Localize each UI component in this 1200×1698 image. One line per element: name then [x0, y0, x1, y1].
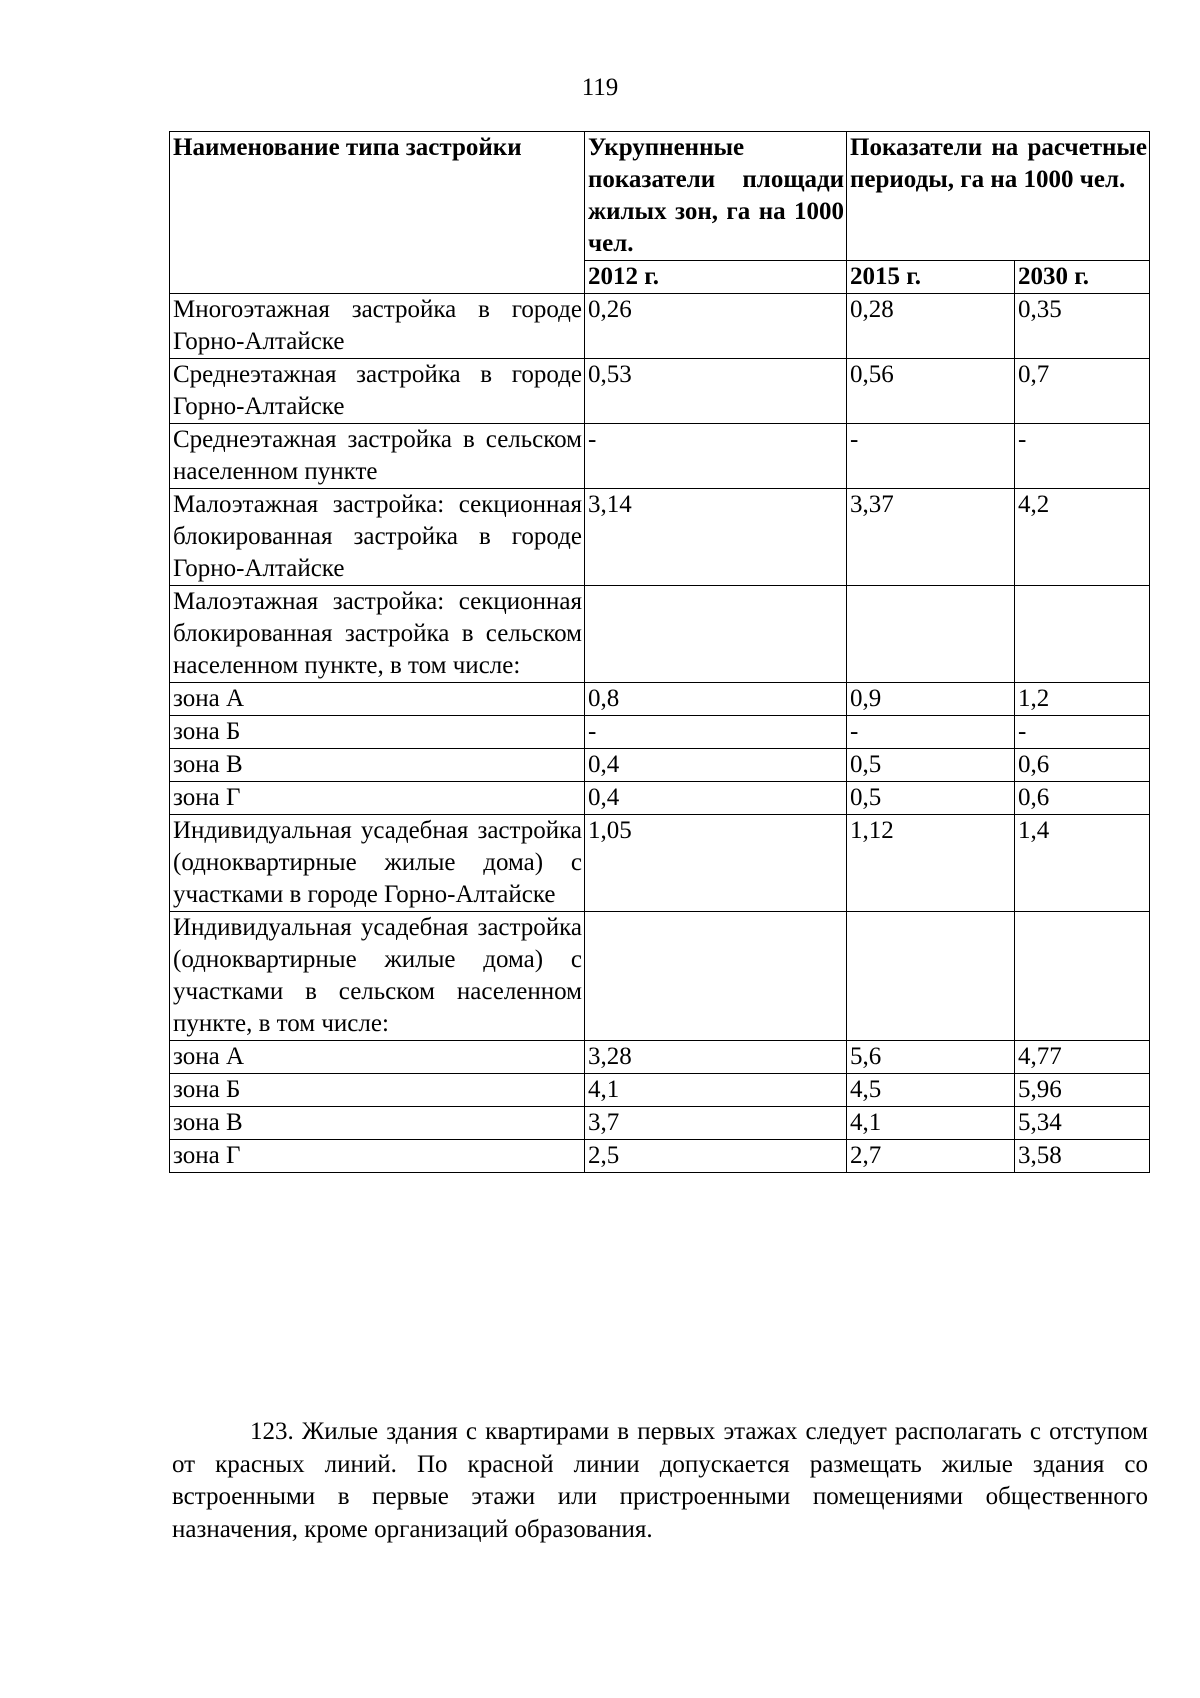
value-2012-cell: 0,8 — [585, 683, 847, 716]
row-name-cell: Многоэтажная застройка в городе Горно-Алтайске — [170, 294, 585, 359]
value-2015-cell: 4,1 — [847, 1107, 1015, 1140]
value-2015-cell — [847, 912, 1015, 1041]
table-row — [170, 586, 1150, 683]
row-name-cell: Индивидуальная усадебная застройка (одноквартирные жилые дома) с участками в городе Горно-Алтайске — [170, 815, 585, 912]
value-2030-cell: 0,6 — [1015, 749, 1150, 782]
value-2015-cell: 0,5 — [847, 782, 1015, 815]
row-name-cell: зона Г — [170, 782, 585, 815]
value-2012-cell: - — [585, 716, 847, 749]
header-building-type: Наименование типа застройки — [170, 132, 585, 294]
row-name-cell: зона В — [170, 1107, 585, 1140]
header-year-2015: 2015 г. — [847, 261, 1015, 294]
table-row — [170, 1107, 1150, 1140]
value-2030-cell: 3,58 — [1015, 1140, 1150, 1173]
row-name-cell: Малоэтажная застройка: секционная блокированная застройка в сельском населенном пункте, в том числе: — [170, 586, 585, 683]
table-row — [170, 359, 1150, 424]
value-2012-cell: 0,4 — [585, 749, 847, 782]
value-2015-cell: 5,6 — [847, 1041, 1015, 1074]
table-row — [170, 424, 1150, 489]
row-name-cell: зона В — [170, 749, 585, 782]
value-2015-cell: 3,37 — [847, 489, 1015, 586]
value-2030-cell: 5,96 — [1015, 1074, 1150, 1107]
value-2015-cell: 4,5 — [847, 1074, 1015, 1107]
value-2015-cell: 1,12 — [847, 815, 1015, 912]
row-name-cell: зона Г — [170, 1140, 585, 1173]
table-row — [170, 683, 1150, 716]
row-name-cell: Среднеэтажная застройка в сельском населенном пункте — [170, 424, 585, 489]
building-density-table — [169, 131, 1150, 1173]
row-name-cell: зона Б — [170, 716, 585, 749]
header-year-2012: 2012 г. — [585, 261, 847, 294]
value-2012-cell — [585, 586, 847, 683]
page-number: 119 — [581, 74, 619, 101]
value-2012-cell — [585, 912, 847, 1041]
table-row — [170, 815, 1150, 912]
value-2030-cell: 5,34 — [1015, 1107, 1150, 1140]
value-2012-cell: 0,53 — [585, 359, 847, 424]
value-2030-cell — [1015, 912, 1150, 1041]
row-name-cell: зона А — [170, 683, 585, 716]
header-period-indicators: Показатели на расчетные периоды, га на 1000 чел. — [847, 132, 1150, 261]
table-row — [170, 1074, 1150, 1107]
value-2030-cell: 1,2 — [1015, 683, 1150, 716]
value-2015-cell: - — [847, 424, 1015, 489]
value-2030-cell — [1015, 586, 1150, 683]
value-2030-cell: 0,6 — [1015, 782, 1150, 815]
table-row — [170, 1041, 1150, 1074]
row-name-cell: Индивидуальная усадебная застройка (одноквартирные жилые дома) с участками в сельском населенном пункте, в том числе: — [170, 912, 585, 1041]
value-2012-cell: 1,05 — [585, 815, 847, 912]
value-2012-cell: 0,26 — [585, 294, 847, 359]
value-2015-cell: 0,5 — [847, 749, 1015, 782]
value-2030-cell: 1,4 — [1015, 815, 1150, 912]
value-2012-cell: 3,7 — [585, 1107, 847, 1140]
value-2030-cell: - — [1015, 424, 1150, 489]
value-2030-cell: 4,2 — [1015, 489, 1150, 586]
table-row — [170, 489, 1150, 586]
value-2012-cell: 3,14 — [585, 489, 847, 586]
value-2030-cell: 0,35 — [1015, 294, 1150, 359]
table-row — [170, 716, 1150, 749]
value-2015-cell: 0,56 — [847, 359, 1015, 424]
table-row — [170, 782, 1150, 815]
value-2012-cell: 2,5 — [585, 1140, 847, 1173]
table-row — [170, 1140, 1150, 1173]
header-year-2030: 2030 г. — [1015, 261, 1150, 294]
table-header-row — [170, 132, 1150, 261]
value-2015-cell: 2,7 — [847, 1140, 1015, 1173]
value-2012-cell: 0,4 — [585, 782, 847, 815]
header-aggregated-indicators: Укрупненные показатели площади жилых зон, га на 1000 чел. — [585, 132, 847, 261]
table-row — [170, 749, 1150, 782]
table-row — [170, 294, 1150, 359]
value-2015-cell: 0,9 — [847, 683, 1015, 716]
table-row — [170, 912, 1150, 1041]
value-2030-cell: - — [1015, 716, 1150, 749]
value-2030-cell: 4,77 — [1015, 1041, 1150, 1074]
value-2012-cell: 4,1 — [585, 1074, 847, 1107]
row-name-cell: Среднеэтажная застройка в городе Горно-Алтайске — [170, 359, 585, 424]
value-2012-cell: - — [585, 424, 847, 489]
value-2015-cell — [847, 586, 1015, 683]
value-2012-cell: 3,28 — [585, 1041, 847, 1074]
row-name-cell: зона А — [170, 1041, 585, 1074]
value-2015-cell: 0,28 — [847, 294, 1015, 359]
paragraph-123: 123. Жилые здания с квартирами в первых этажах следует располагать с отступом от красных линий. По красной линии допускается размещать жилые здания со встроенными в первые этажи или пристроенными помещениями общественного назначения, кроме организаций образования. — [172, 1418, 1148, 1543]
row-name-cell: зона Б — [170, 1074, 585, 1107]
table-body — [170, 294, 1150, 1173]
row-name-cell: Малоэтажная застройка: секционная блокированная застройка в городе Горно-Алтайске — [170, 489, 585, 586]
value-2030-cell: 0,7 — [1015, 359, 1150, 424]
value-2015-cell: - — [847, 716, 1015, 749]
